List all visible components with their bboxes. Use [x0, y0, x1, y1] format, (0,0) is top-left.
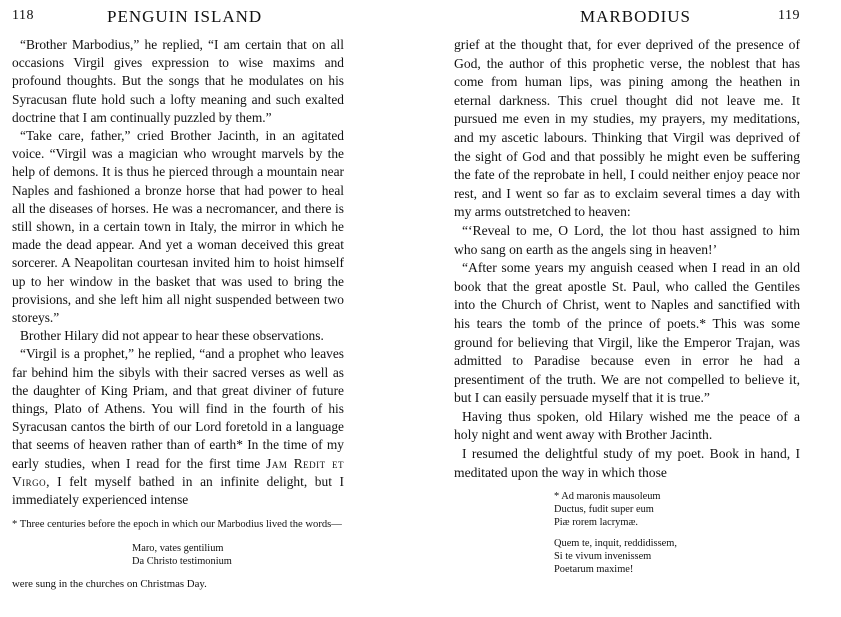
paragraph: “Brother Marbodius,” he replied, “I am certain that on all occasions Virgil gives expression to wise maxims and profound thoughts. But the songs that he modulates on his Syracusan flute hold such a lofty meaning and such exalted doctrine that I am continually puzzled by them.” — [12, 37, 344, 125]
paragraph: Brother Hilary did not appear to hear these observations. — [20, 328, 324, 344]
verse-line: Da Christo testimonium — [132, 555, 232, 567]
right-page — [454, 0, 800, 584]
paragraph: “‘Reveal to me, O Lord, the lot thou hast assigned to him who sang on earth as the angels sing in heaven!’ — [454, 222, 800, 257]
verse-stanza — [554, 537, 800, 576]
verse-stanza — [554, 490, 800, 529]
latin-quote: Jam Redit et Virgo — [12, 455, 345, 489]
paragraph: Having thus spoken, old Hilary wished me the peace of a holy night and went away with Brother Jacinth. — [454, 408, 800, 443]
footnote-carryover: were sung in the churches on Christmas Day. — [12, 577, 207, 590]
paragraph-text: “Virgil is a prophet,” he replied, “and a prophet who leaves far behind him the sibyls with their sacred verses as well as the daughter of King Priam, and that great diviner of future things, Plato of Athens. You will find in the fourth of his Syracusan cantos the birth of our Lord foretold in a language that seems of heaven rather than of earth* In the time of my early studies, when I read for the first time — [12, 346, 344, 471]
verse-line: Si te vivum invenissem — [554, 551, 652, 563]
right-running-title: MARBODIUS — [580, 7, 692, 26]
paragraph — [12, 345, 344, 509]
paragraph: I resumed the delightful study of my poet. Book in hand, I meditated upon the way in which those — [454, 446, 800, 480]
right-page-number: 119 — [778, 8, 800, 23]
right-body-text — [454, 36, 800, 482]
right-running-head — [454, 6, 800, 28]
paragraph-text: , I felt myself bathed in an infinite delight, but I immediately experienced intense — [12, 473, 344, 508]
verse-line: Quem te, inquit, reddidissem, — [554, 538, 677, 550]
paragraph: “After some years my anguish ceased when I read in an old book that the great apostle St. Paul, who called the Gentiles into the Church of Christ, went to Naples and sanctified with his tears the tomb of the prince of poets.* This was some ground for believing that Virgil, like the Emperor Trajan, was admitted to Paradise because even in error he had a presentiment of the truth. We are not compelled to believe it, but I can easily persuade myself that it is true.” — [454, 260, 800, 406]
verse-line: Ductus, fudit super eum — [554, 504, 654, 516]
verse-line: Piæ rorem lacrymæ. — [554, 517, 638, 529]
verse-line: Poetarum maxime! — [554, 564, 634, 576]
verse-line: Maro, vates gentilium — [132, 542, 224, 554]
left-running-head — [12, 6, 344, 28]
right-footnote-verse — [554, 490, 800, 576]
left-footnote-verse — [132, 542, 344, 568]
left-running-title: PENGUIN ISLAND — [107, 7, 263, 26]
paragraph: “Take care, father,” cried Brother Jacinth, in an agitated voice. “Virgil was a magician who wrought marvels by the help of demons. It is thus he pierced through a mountain near Naples and fashioned a bronze horse that had power to heal all the diseases of horses. He was a necromancer, and there is still shown, in a certain town in Italy, the mirror in which he made the dead appear. And yet a woman deceived this great sorcerer. A Neapolitan courtesan invited him to hoist himself up to her window in the basket that was used to bring the provisions, and she left him all night suspended between two storeys.” — [12, 128, 344, 326]
left-body-text — [12, 36, 344, 509]
left-footnote: * Three centuries before the epoch in which our Marbodius lived the words— — [12, 519, 342, 531]
left-page-number: 118 — [12, 8, 34, 23]
left-page — [12, 0, 344, 591]
paragraph: grief at the thought that, for ever deprived of the presence of God, the author of this prophetic verse, the noblest that has come from human lips, was pining among the heathen in eternal darkness. This cruel thought did not leave me. It pursued me even in my studies, my prayers, my meditations, and my ascetic labours. Thinking that Virgil was deprived of the sight of God and that possibly he might even be suffering the fate of the reprobate in hell, I could neither enjoy peace nor rest, and I went so far as to exclaim several times a day with my arms outstretched to heaven: — [454, 37, 800, 220]
verse-line: * Ad maronis mausoleum — [554, 491, 661, 503]
